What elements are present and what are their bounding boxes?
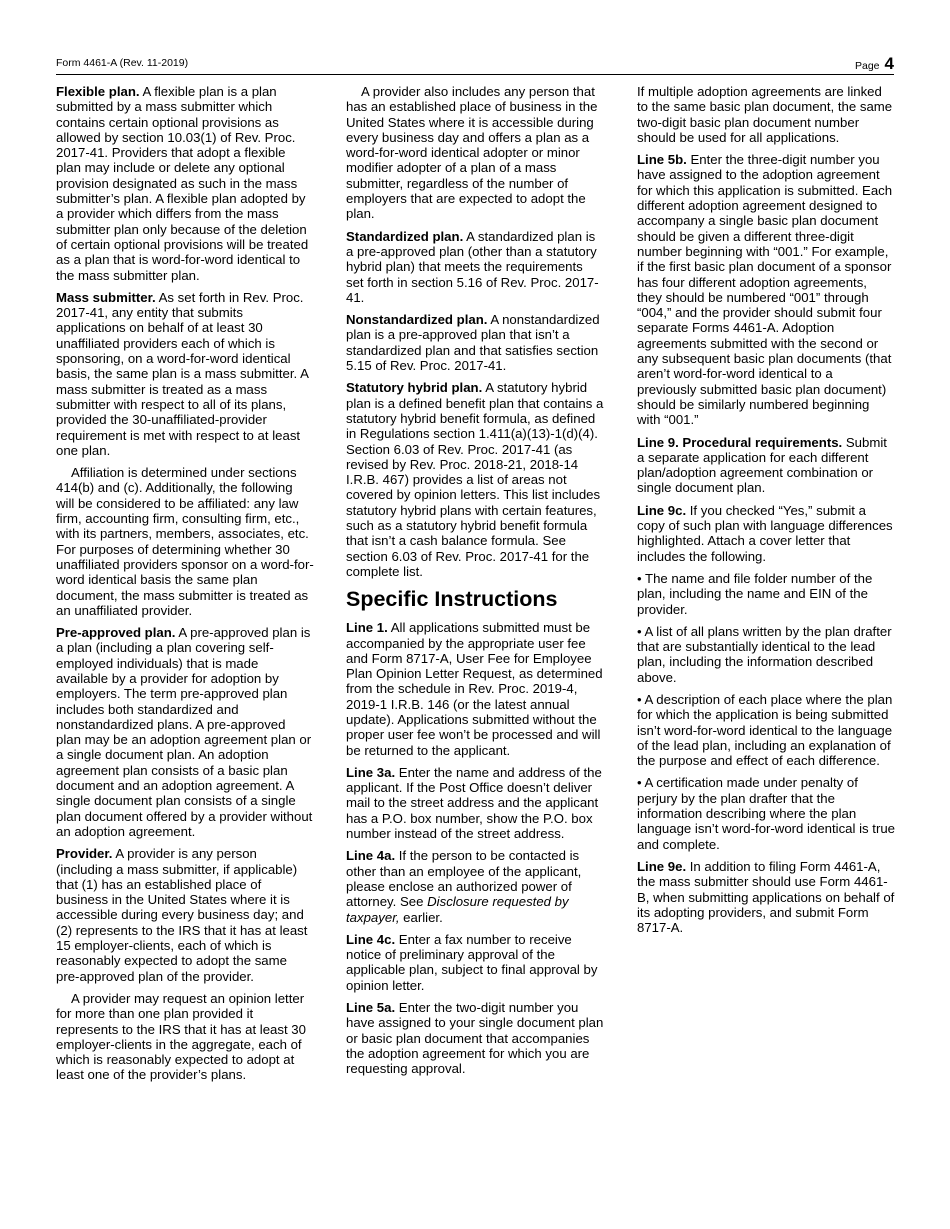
paragraph-text: earlier. (399, 909, 443, 925)
term-heading: Line 5b. (637, 152, 687, 168)
paragraph-text: • A description of each place where the plan for which the application is being submitted isn’t word-for-word identical to the language of the lead plan, including an explanation of the purpose and effect of each difference. (637, 691, 893, 769)
paragraph-text: If you checked “Yes,” submit a copy of such plan with language differences highlighted. Attach a cover letter that includes the following. (637, 502, 893, 564)
paragraph-line-5b (637, 152, 895, 427)
term-heading: Standardized plan. (346, 228, 464, 244)
paragraph-affiliation (56, 465, 314, 618)
term-heading: Mass submitter. (56, 289, 156, 305)
term-heading: Pre-approved plan. (56, 625, 176, 641)
term-heading: Statutory hybrid plan. (346, 380, 483, 396)
paragraph-text: A statutory hybrid plan is a defined benefit plan that contains a statutory hybrid benefit formula, as defined in Regulations section 1.411(a)(13)-1(d)(4). Section 6.03 of Rev. Proc. 2017-41 (as revised by Rev. Proc. 2018-21, 2018-14 I.R.B. 467) provides a list of areas not covered by opinion letters. This list includes statutory hybrid plans with certain features, such as a statutory hybrid benefit formula that isn’t a cash balance formula. See section 6.03 of Rev. Proc. 2017-41 for the complete list. (346, 380, 604, 579)
paragraph-provider-also (346, 84, 604, 222)
paragraph-text: A provider is any person (including a mass submitter, if applicable) that (1) has an established place of business in the United States where it is accessible during every business day; and (2) represents to the IRS that it has at least 15 employer-clients, each of which is reasonably expected to adopt the same pre-approved plan of the provider. (56, 846, 308, 984)
italic-reference: Disclosure requested by taxpayer, (346, 894, 569, 925)
paragraph-line-9e (637, 859, 895, 935)
paragraph-line-9 (637, 435, 895, 496)
paragraph-line-4c (346, 932, 604, 993)
paragraph-text: Enter the name and address of the applicant. If the Post Office doesn’t deliver mail to the street address and the applicant has a P.O. box number, show the P.O. box number instead of the street address. (346, 764, 602, 842)
paragraph-text: If multiple adoption agreements are linked to the same basic plan document, the same two-digit basic plan document number should be used for all applications. (637, 84, 893, 145)
paragraph-text: Enter the two-digit number you have assigned to your single document plan or basic plan document that accompanies the adoption agreement for which you are requesting approval. (346, 1000, 604, 1077)
paragraph-text: • A list of all plans written by the plan drafter that are substantially identical to the lead plan, including the information described above. (637, 623, 892, 685)
paragraph-text: Affiliation is determined under sections 414(b) and (c). Additionally, the following will be considered to be affiliated: any law firm, accounting firm, consulting firm, etc., with its partners, members, associates, etc. For purposes of determining whether 30 unaffiliated providers sponsor on a word-for-word identical basis the same plan document, the mass submitter is treated as an unaffiliated provider. (56, 465, 314, 618)
form-identifier: Form 4461-A (Rev. 11-2019) (56, 57, 189, 69)
page-label: Page (855, 60, 880, 72)
paragraph-text: Submit a separate application for each different plan/adoption agreement combination or single document plan. (637, 434, 887, 496)
paragraph-statutory-hybrid-plan (346, 380, 604, 579)
paragraph-standardized-plan (346, 229, 604, 305)
column-middle (346, 84, 604, 1084)
term-heading: Line 4c. (346, 931, 396, 947)
paragraph-provider-opinion-letter (56, 991, 314, 1083)
paragraph-text: A flexible plan is a plan submitted by a mass submitter which contains certain optional provisions as allowed by section 10.03(1) of Rev. Proc. 2017-41. Providers that adopt a flexible plan may include or delete any optional provision designated as such in the mass submitter’s plan. A flexible plan adopted by a provider which differs from the mass submitter plan only because of the deletion of certain optional provisions will be treated as a plan that is word-for-word identical to the mass submitter plan. (56, 84, 309, 283)
page-header (56, 52, 894, 75)
paragraph-provider (56, 846, 314, 984)
paragraph-text: All applications submitted must be accompanied by the appropriate user fee and Form 8717-A, User Fee for Employee Plan Opinion Letter Request, as determined from the schedule in Rev. Proc. 2019-4, 2019-1 I.R.B. 146 (or the latest annual update). Applications submitted without the proper user fee won’t be processed and will be returned to the applicant. (346, 620, 603, 758)
section-heading-specific-instructions: Specific Instructions (346, 587, 558, 612)
paragraph-text: A nonstandardized plan is a pre-approved plan that isn’t a standardized plan and that satisfies section 5.15 of Rev. Proc. 2017-41. (346, 312, 600, 374)
paragraph-text: • The name and file folder number of the plan, including the name and EIN of the provider. (637, 570, 873, 617)
term-heading: Provider. (56, 846, 113, 862)
paragraph-text: As set forth in Rev. Proc. 2017-41, any entity that submits applications on behalf of at least 30 unaffiliated providers each of which is sponsoring, on a word-for-word identical basis, the same plan is a mass submitter. A mass submitter is treated as a mass submitter with respect to all of its plans, provided the 30-unaffiliated-provider requirement is met with respect to at least one plan. (56, 289, 309, 458)
paragraph-text: Enter the three-digit number you have assigned to the adoption agreement for which this application is submitted. Each different adoption agreement designed to accompany a single basic plan document should be given a different three-digit number beginning with “001.” For example, if the first basic plan document of a sponsor has four different adoption agreements, they should be numbered “001” through “004,” and the provider should submit four separate Forms 4461-A. Adoption agreements submitted with the second or any subsequent basic plan documents (that aren’t word-for-word identical to a previously submitted basic plan document) should be similarly numbered beginning with “001.” (637, 152, 893, 428)
paragraph-line-4a (346, 848, 604, 924)
column-left (56, 84, 314, 1090)
bullet-item (637, 624, 895, 685)
paragraph-text: A provider also includes any person that has an established place of business in the United States where it is accessible during every business day and offers a plan as a word-for-word identical adopter or minor modifier adopter of a plan of a mass submitter, regardless of the number of employers that are expected to adopt the plan. (346, 84, 598, 222)
term-heading: Line 3a. (346, 764, 396, 780)
term-heading: Line 9e. (637, 858, 687, 874)
paragraph-line-1 (346, 620, 604, 758)
paragraph-text: A pre-approved plan is a plan (including a plan covering self-employed individuals) that is made available by a provider for adoption by employers. The term pre-approved plan includes both standardized and nonstandardized plans. A pre-approved plan may be an adoption agreement plan or a single document plan. An adoption agreement plan consists of a basic plan document and an adoption agreement. A single document plan consists of a single plan document offered by a provider without an adoption agreement. (56, 625, 313, 839)
paragraph-text: A provider may request an opinion letter for more than one plan provided it represents to the IRS that it has at least 30 employer-clients in the aggregate, each of which is reasonably expected to adopt at least one of the provider’s plans. (56, 990, 306, 1083)
page-number: 4 (884, 54, 894, 73)
term-heading: Line 5a. (346, 1000, 396, 1016)
term-heading: Nonstandardized plan. (346, 312, 488, 328)
paragraph-mass-submitter (56, 290, 314, 458)
paragraph-text: Enter a fax number to receive notice of preliminary approval of the applicable plan, subject to final approval by opinion letter. (346, 931, 598, 993)
column-right (637, 84, 895, 942)
paragraph-text: In addition to filing Form 4461-A, the mass submitter should use Form 4461-B, when submitting applications on behalf of its adopting providers, and submit Form 8717-A. (637, 858, 895, 936)
paragraph-line-9c (637, 503, 895, 564)
term-heading: Line 9. Procedural requirements. (637, 434, 843, 450)
bullet-item (637, 692, 895, 768)
bullet-item (637, 775, 895, 851)
paragraph-flexible-plan (56, 84, 314, 283)
page-number-label (855, 54, 894, 74)
bullet-item (637, 571, 895, 617)
paragraph-multiple-adoption (637, 84, 895, 145)
paragraph-text: If the person to be contacted is other than an employee of the applicant, please enclose an authorized power of attorney. See (346, 848, 582, 910)
paragraph-pre-approved-plan (56, 625, 314, 839)
paragraph-nonstandardized-plan (346, 312, 604, 373)
paragraph-line-5a (346, 1000, 604, 1076)
term-heading: Line 9c. (637, 502, 687, 518)
term-heading: Line 1. (346, 620, 388, 636)
term-heading: Flexible plan. (56, 84, 140, 99)
paragraph-text: A standardized plan is a pre-approved plan (other than a statutory hybrid plan) that meets the requirements set forth in section 5.16 of Rev. Proc. 2017-41. (346, 228, 599, 305)
paragraph-text: • A certification made under penalty of perjury by the plan drafter that the information describing where the plan language isn’t word-for-word identical is true and complete. (637, 775, 896, 852)
term-heading: Line 4a. (346, 848, 396, 864)
paragraph-line-3a (346, 765, 604, 841)
